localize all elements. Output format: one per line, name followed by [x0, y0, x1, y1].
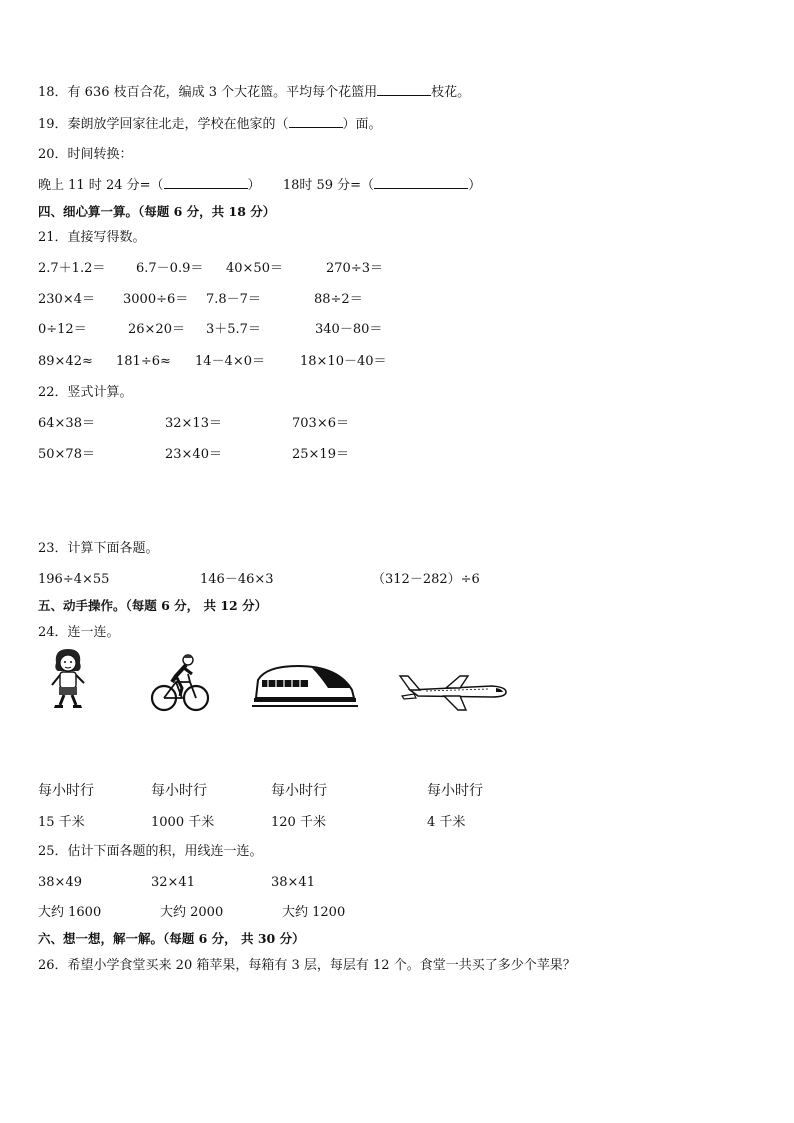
q21-item: 3＋5.7＝: [206, 322, 261, 337]
speed-prefix: 每小时行: [427, 783, 483, 799]
question-25-title: 25．估计下面各题的积，用线连一连。: [38, 844, 263, 859]
speed-prefix: 每小时行: [151, 783, 207, 799]
speed-prefix: 每小时行: [38, 783, 94, 799]
q25-product[interactable]: 38×49: [38, 875, 82, 890]
q21-item: 14－4×0＝: [195, 354, 265, 369]
q20-a-text: 晚上 11 时 24 分=（: [38, 178, 164, 193]
airplane-picture[interactable]: [396, 672, 508, 712]
speed-value[interactable]: 120 千米: [271, 815, 326, 830]
q23-item: 146－46×3: [200, 572, 274, 587]
section-5-heading: 五、动手操作。（每题 6 分， 共 12 分）: [38, 598, 268, 613]
q19-text: 19．秦朗放学回家往北走，学校在他家的（: [38, 117, 289, 132]
q21-item: 2.7＋1.2＝: [38, 261, 106, 276]
question-23-title: 23．计算下面各题。: [38, 541, 159, 556]
q23-item: 196÷4×55: [38, 572, 110, 587]
q21-item: 88÷2＝: [314, 292, 363, 307]
speed-value[interactable]: 1000 千米: [151, 815, 215, 830]
q18-suffix: 枝花。: [431, 85, 471, 100]
q21-item: 40×50＝: [226, 261, 283, 276]
high-speed-train-picture[interactable]: [252, 660, 358, 712]
q19-suffix: ）面。: [342, 117, 382, 132]
question-18: [38, 83, 470, 102]
q22-item: 50×78＝: [38, 447, 95, 462]
speed-prefix: 每小时行: [271, 783, 327, 799]
question-24-title: 24．连一连。: [38, 625, 120, 640]
answer-blank[interactable]: [289, 115, 343, 128]
q21-item: 3000÷6＝: [123, 292, 189, 307]
question-26: 26．希望小学食堂买来 20 箱苹果，每箱有 3 层，每层有 12 个。食堂一共买了多少个苹果？: [38, 958, 576, 973]
q22-item: 23×40＝: [165, 447, 222, 462]
q25-product[interactable]: 32×41: [151, 875, 195, 890]
q21-item: 6.7－0.9＝: [136, 261, 204, 276]
q22-item: 703×6＝: [292, 416, 349, 431]
q25-estimate[interactable]: 大约 2000: [160, 905, 224, 920]
q21-item: 7.8－7＝: [206, 292, 261, 307]
q21-item: 181÷6≈: [116, 354, 171, 369]
cyclist-picture[interactable]: [150, 652, 210, 714]
walking-child-picture[interactable]: [44, 645, 92, 711]
section-6-heading: 六、想一想，解一解。（每题 6 分， 共 30 分）: [38, 931, 305, 946]
q21-item: 270÷3＝: [326, 261, 383, 276]
q23-item: （312－282）÷6: [372, 572, 480, 587]
q21-item: 340－80＝: [315, 322, 383, 337]
answer-blank[interactable]: [377, 83, 431, 96]
q22-item: 25×19＝: [292, 447, 349, 462]
speed-value[interactable]: 4 千米: [427, 815, 466, 830]
section-4-heading: 四、细心算一算。（每题 6 分，共 18 分）: [38, 204, 276, 219]
q21-item: 0÷12＝: [38, 322, 87, 337]
speed-value[interactable]: 15 千米: [38, 815, 85, 830]
q20-a-suffix: ）: [247, 178, 261, 193]
q20-b-suffix: ）: [468, 178, 482, 193]
q21-item: 89×42≈: [38, 354, 93, 369]
question-21-title: 21．直接写得数。: [38, 230, 146, 245]
q22-item: 64×38＝: [38, 416, 95, 431]
q25-estimate[interactable]: 大约 1200: [282, 905, 346, 920]
q21-item: 18×10－40＝: [300, 354, 387, 369]
q21-item: 26×20＝: [128, 322, 185, 337]
question-20-line: [38, 176, 481, 195]
q21-item: 230×4＝: [38, 292, 95, 307]
answer-blank[interactable]: [374, 176, 468, 189]
answer-blank[interactable]: [164, 176, 248, 189]
q22-item: 32×13＝: [165, 416, 222, 431]
question-22-title: 22．竖式计算。: [38, 385, 133, 400]
q25-product[interactable]: 38×41: [271, 875, 315, 890]
q18-text: 18．有 636 枝百合花，编成 3 个大花篮。平均每个花篮用: [38, 85, 378, 100]
question-20-title: 20．时间转换：: [38, 147, 133, 162]
question-19: [38, 115, 382, 134]
q20-b-text: 18时 59 分=（: [282, 178, 375, 193]
q25-estimate[interactable]: 大约 1600: [38, 905, 102, 920]
